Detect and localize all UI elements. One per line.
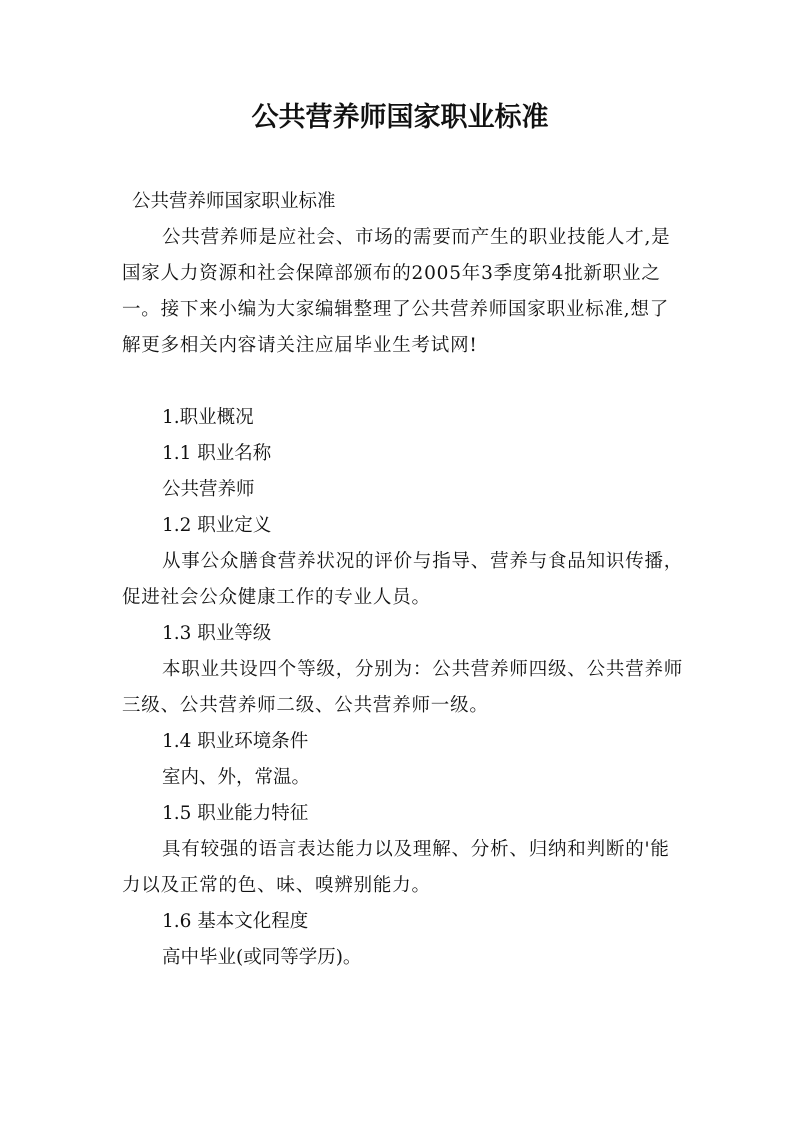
subsection-text: 高中毕业(或同等学历)。 xyxy=(162,947,362,968)
intro-paragraph: 公共营养师是应社会、市场的需要而产生的职业技能人才,是国家人力资源和社会保障部颁布的2005年3季度第4批新职业之一。接下来小编为大家编辑整理了公共营养师国家职业标准,想了解更多相关内容请关注应届毕业生考试网! xyxy=(122,227,671,356)
subsection-paragraph: 从事公众膳食营养状况的评价与指导、营养与食品知识传播，促进社会公众健康工作的专业人员。 xyxy=(122,551,684,608)
blank-line xyxy=(122,364,687,400)
subsection-heading: 1.6 基本文化程度 xyxy=(162,911,309,932)
subsection-text: 公共营养师 xyxy=(162,479,255,500)
document-body xyxy=(122,184,687,976)
document-title: 公共营养师国家职业标准 xyxy=(251,102,549,133)
subsection-paragraph: 具有较强的语言表达能力以及理解、分析、归纳和判断的'能力以及正常的色、味、嗅辨别能力。 xyxy=(122,839,670,896)
subsection-heading: 1.5 职业能力特征 xyxy=(162,803,309,824)
subsection-heading: 1.4 职业环境条件 xyxy=(162,731,309,752)
subsection-paragraph: 本职业共设四个等级，分别为：公共营养师四级、公共营养师三级、公共营养师二级、公共营养师一级。 xyxy=(122,659,684,716)
document-subtitle: 公共营养师国家职业标准 xyxy=(132,191,336,212)
subsection-text: 室内、外，常温。 xyxy=(162,767,311,788)
subsection-heading: 1.1 职业名称 xyxy=(162,443,272,464)
subsection-heading: 1.2 职业定义 xyxy=(162,515,272,536)
subsection-heading: 1.3 职业等级 xyxy=(162,623,272,644)
section-heading: 1.职业概况 xyxy=(162,407,254,428)
